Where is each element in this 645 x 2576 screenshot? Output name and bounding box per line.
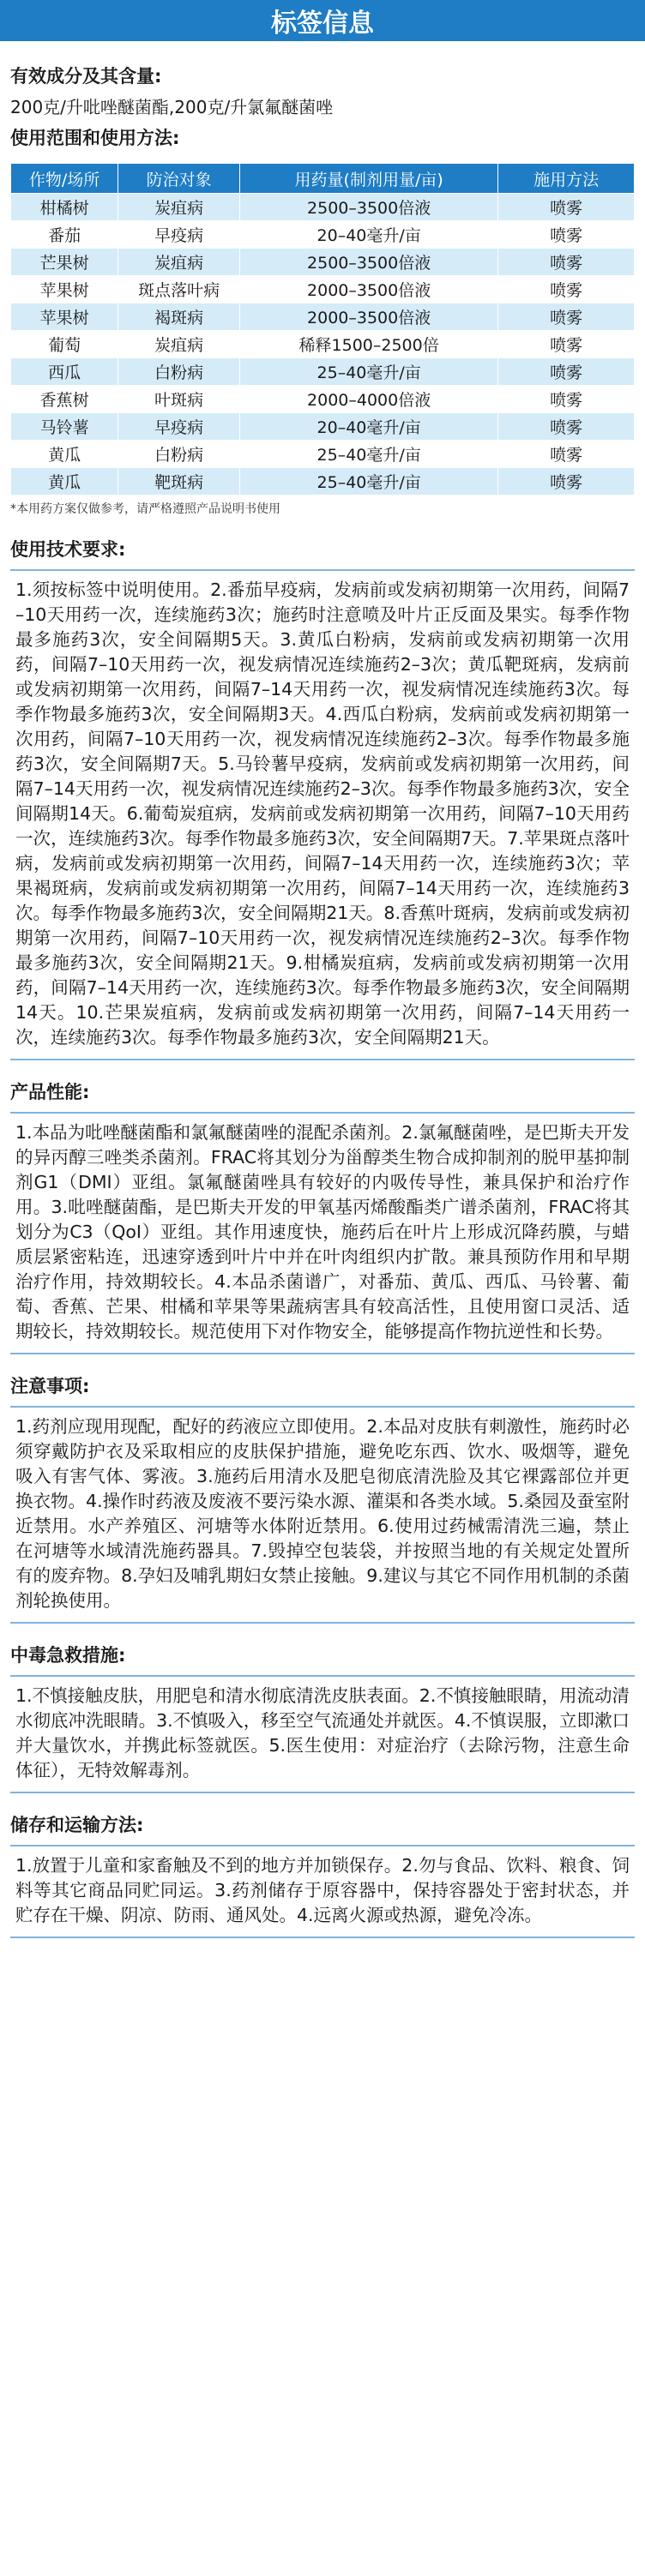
cell-dosage: 2000–4000倍液 <box>240 386 498 413</box>
cell-crop: 西瓜 <box>11 358 118 386</box>
column-header-target: 防治对象 <box>118 164 240 194</box>
first-aid-title: 中毒急救措施: <box>10 1645 126 1666</box>
label-content <box>0 41 645 1938</box>
table-row <box>11 194 635 221</box>
cell-dosage: 25–40毫升/亩 <box>240 441 498 468</box>
cell-method: 喷雾 <box>498 441 635 468</box>
cell-dosage: 25–40毫升/亩 <box>240 358 498 386</box>
cell-target: 褐斑病 <box>118 303 240 331</box>
cell-dosage: 稀释1500–2500倍 <box>240 331 498 358</box>
cell-dosage: 2500–3500倍液 <box>240 194 498 221</box>
performance-title: 产品性能: <box>10 1082 90 1102</box>
ingredient-label: 有效成分及其含量: <box>10 66 162 87</box>
cell-target: 早疫病 <box>118 413 240 441</box>
table-row <box>11 221 635 249</box>
caution-text: 1.药剂应现用现配，配好的药液应立即使用。2.本品对皮肤有刺激性，施药时必须穿戴防护衣及采取相应的皮肤保护措施，避免吃东西、饮水、吸烟等，避免吸入有害气体、雾液。3.施药后用清水及肥皂彻底清洗脸及其它裸露部位并更换衣物。4.操作时药液及废液不要污染水源、灌渠和各类水域。5.桑园及蚕室附近禁用。水产养殖区、河塘等水体附近禁用。6.使用过药械需清洗三遍，禁止在河塘等水域清洗施药器具。7.毁掉空包装袋，并按照当地的有关规定处置所有的废弃物。8.孕妇及哺乳期妇女禁止接触。9.建议与其它不同作用机制的杀菌剂轮换使用。 <box>10 1406 635 1624</box>
cell-crop: 黄瓜 <box>11 468 118 495</box>
table-row <box>11 358 635 386</box>
table-row <box>11 276 635 303</box>
usage-label: 使用范围和使用方法: <box>10 128 180 148</box>
cell-crop: 黄瓜 <box>11 441 118 468</box>
cell-crop: 番茄 <box>11 221 118 249</box>
cell-crop: 香蕉树 <box>11 386 118 413</box>
caution-title: 注意事项: <box>10 1376 90 1396</box>
cell-crop: 苹果树 <box>11 276 118 303</box>
tech-requirements-text: 1.须按标签中说明使用。2.番茄早疫病，发病前或发病初期第一次用药，间隔7–10天用药一次，连续施药3次；施药时注意喷及叶片正反面及果实。每季作物最多施药3次，安全间隔期5天。3.黄瓜白粉病，发病前或发病初期第一次用药，间隔7–10天用药一次，视发病情况连续施药2–3次；黄瓜靶斑病，发病前或发病初期第一次用药，间隔7–14天用药一次，视发病情况连续施药3次。每季作物最多施药3次，安全间隔期3天。4.西瓜白粉病，发病前或发病初期第一次用药，间隔7–10天用药一次，视发病情况连续施药2–3次。每季作物最多施药3次，安全间隔期7天。5.马铃薯早疫病，发病前或发病初期第一次用药，间隔7–14天用药一次，视发病情况连续施药2–3次。每季作物最多施药3次，安全间隔期14天。6.葡萄炭疽病，发病前或发病初期第一次用药，间隔7–10天用药一次，连续施药3次。每季作物最多施药3次，安全间隔期7天。7.苹果斑点落叶病，发病前或发病初期第一次用药，间隔7–14天用药一次，连续施药3次；苹果褐斑病，发病前或发病初期第一次用药，间隔7–14天用药一次，连续施药3次。每季作物最多施药3次，安全间隔期21天。8.香蕉叶斑病，发病前或发病初期第一次用药，间隔7–10天用药一次，视发病情况连续施药2–3次。每季作物最多施药3次，安全间隔期21天。9.柑橘炭疽病，发病前或发病初期第一次用药，间隔7–14天用药一次，连续施药3次。每季作物最多施药3次，安全间隔期14天。10.芒果炭疽病，发病前或发病初期第一次用药，间隔7–14天用药一次，连续施药3次。每季作物最多施药3次，安全间隔期21天。 <box>10 569 635 1060</box>
table-row <box>11 386 635 413</box>
cell-target: 炭疽病 <box>118 194 240 221</box>
ingredient-value: 200克/升吡唑醚菌酯,200克/升氯氟醚菌唑 <box>10 97 334 117</box>
cell-dosage: 20–40毫升/亩 <box>240 221 498 249</box>
cell-target: 斑点落叶病 <box>118 276 240 303</box>
page-header <box>0 0 645 41</box>
column-header-dosage: 用药量(制剂用量/亩) <box>240 164 498 194</box>
cell-target: 炭疽病 <box>118 249 240 276</box>
cell-method: 喷雾 <box>498 386 635 413</box>
cell-crop: 葡萄 <box>11 331 118 358</box>
cell-target: 叶斑病 <box>118 386 240 413</box>
column-header-crop: 作物/场所 <box>11 164 118 194</box>
cell-target: 白粉病 <box>118 358 240 386</box>
storage-title: 储存和运输方法: <box>10 1815 144 1835</box>
table-row <box>11 249 635 276</box>
cell-crop: 苹果树 <box>11 303 118 331</box>
cell-dosage: 2000–3500倍液 <box>240 276 498 303</box>
cell-method: 喷雾 <box>498 194 635 221</box>
dosage-table <box>10 163 635 495</box>
cell-target: 靶斑病 <box>118 468 240 495</box>
column-header-method: 施用方法 <box>498 164 635 194</box>
cell-crop: 芒果树 <box>11 249 118 276</box>
table-row <box>11 303 635 331</box>
first-aid-text: 1.不慎接触皮肤，用肥皂和清水彻底清洗皮肤表面。2.不慎接触眼睛，用流动清水彻底冲洗眼睛。3.不慎吸入，移至空气流通处并就医。4.不慎误服，立即漱口并大量饮水，并携此标签就医。5.医生使用：对症治疗（去除污物，注意生命体征），无特效解毒剂。 <box>10 1675 635 1793</box>
table-row <box>11 413 635 441</box>
cell-method: 喷雾 <box>498 468 635 495</box>
cell-method: 喷雾 <box>498 331 635 358</box>
storage-text: 1.放置于儿童和家畜触及不到的地方并加锁保存。2.勿与食品、饮料、粮食、饲料等其它商品同贮同运。3.药剂储存于原容器中，保持容器处于密封状态，并贮存在干燥、阴凉、防雨、通风处。4.远离火源或热源，避免冷冻。 <box>10 1845 635 1938</box>
cell-dosage: 2000–3500倍液 <box>240 303 498 331</box>
cell-method: 喷雾 <box>498 413 635 441</box>
cell-dosage: 20–40毫升/亩 <box>240 413 498 441</box>
dosage-table-header-row <box>11 164 635 194</box>
performance-text: 1.本品为吡唑醚菌酯和氯氟醚菌唑的混配杀菌剂。2.氯氟醚菌唑，是巴斯夫开发的异丙醇三唑类杀菌剂。FRAC将其划分为甾醇类生物合成抑制剂的脱甲基抑制剂G1（DMI）亚组。氯氟醚菌唑具有较好的内吸传导性，兼具保护和治疗作用。3.吡唑醚菌酯，是巴斯夫开发的甲氧基丙烯酸酯类广谱杀菌剂，FRAC将其划分为C3（QoI）亚组。其作用速度快，施药后在叶片上形成沉降药膜，与蜡质层紧密粘连，迅速穿透到叶片中并在叶肉组织内扩散。兼具预防作用和早期治疗作用，持效期较长。4.本品杀菌谱广，对番茄、黄瓜、西瓜、马铃薯、葡萄、香蕉、芒果、柑橘和苹果等果蔬病害具有较高活性，且使用窗口灵活、适期较长，持效期较长。规范使用下对作物安全，能够提高作物抗逆性和长势。 <box>10 1112 635 1354</box>
table-row <box>11 468 635 495</box>
table-row <box>11 441 635 468</box>
cell-method: 喷雾 <box>498 303 635 331</box>
table-row <box>11 331 635 358</box>
dosage-table-body <box>11 194 635 495</box>
cell-target: 白粉病 <box>118 441 240 468</box>
cell-target: 炭疽病 <box>118 331 240 358</box>
cell-method: 喷雾 <box>498 276 635 303</box>
cell-method: 喷雾 <box>498 249 635 276</box>
cell-method: 喷雾 <box>498 221 635 249</box>
cell-dosage: 25–40毫升/亩 <box>240 468 498 495</box>
usage-note: *本用药方案仅做参考，请严格遵照产品说明书使用 <box>10 502 280 516</box>
tech-requirements-title: 使用技术要求: <box>10 539 126 560</box>
page-title: 标签信息 <box>271 9 374 39</box>
cell-target: 早疫病 <box>118 221 240 249</box>
cell-crop: 柑橘树 <box>11 194 118 221</box>
cell-crop: 马铃薯 <box>11 413 118 441</box>
cell-dosage: 2500–3500倍液 <box>240 249 498 276</box>
cell-method: 喷雾 <box>498 358 635 386</box>
